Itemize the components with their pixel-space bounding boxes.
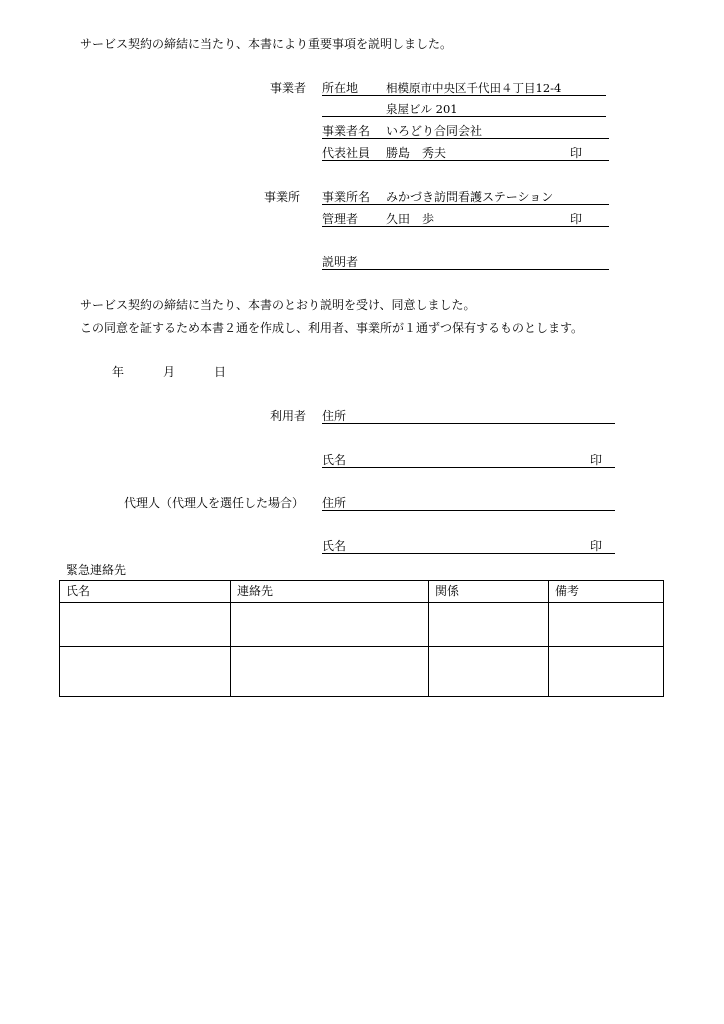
user-name-underline <box>322 467 615 468</box>
office-name: みかづき訪問看護ステーション <box>386 190 554 204</box>
cell-remarks[interactable] <box>549 603 664 647</box>
table-header-row <box>60 581 664 603</box>
office-underline <box>322 204 609 205</box>
emergency-title: 緊急連絡先 <box>66 563 127 577</box>
user-address-label: 住所 <box>322 409 347 423</box>
column-header-contact: 連絡先 <box>231 581 429 603</box>
address-underline-1 <box>322 95 606 96</box>
cell-name[interactable] <box>60 647 231 697</box>
consent-line-1: サービス契約の締結に当たり、本書のとおり説明を受け、同意しました。 <box>80 298 476 312</box>
user-address-underline <box>322 423 615 424</box>
agent-address-label: 住所 <box>322 496 347 510</box>
manager-underline <box>322 226 609 227</box>
column-header-relationship: 関係 <box>429 581 549 603</box>
date-day: 日 <box>214 365 227 379</box>
manager-name: 久田 歩 <box>386 212 435 226</box>
table-row <box>60 647 664 697</box>
company-label: 事業者名 <box>322 124 371 138</box>
consent-line-2: この同意を証するため本書２通を作成し、利用者、事業所が１通ずつ保有するものとします。 <box>80 321 584 335</box>
address-line1: 相模原市中央区千代田４丁目12-4 <box>386 81 562 95</box>
address-line2: 泉屋ビル 201 <box>386 102 458 116</box>
emergency-contacts-table <box>59 580 664 697</box>
explainer-underline <box>322 269 609 270</box>
column-header-name: 氏名 <box>60 581 231 603</box>
representative-seal: 印 <box>570 146 583 160</box>
office-heading: 事業所 <box>264 190 301 204</box>
date-month: 月 <box>163 365 176 379</box>
agent-seal: 印 <box>590 539 603 553</box>
table-row <box>60 603 664 647</box>
agent-heading: 代理人（代理人を選任した場合） <box>124 496 305 510</box>
explanation-statement: サービス契約の締結に当たり、本書により重要事項を説明しました。 <box>80 37 453 51</box>
company-underline <box>322 138 609 139</box>
manager-seal: 印 <box>570 212 583 226</box>
address-underline-2 <box>322 116 606 117</box>
date-year: 年 <box>112 365 125 379</box>
agent-name-label: 氏名 <box>322 539 347 553</box>
agent-name-underline <box>322 553 615 554</box>
business-operator-heading: 事業者 <box>270 81 307 95</box>
cell-contact[interactable] <box>231 647 429 697</box>
explainer-label: 説明者 <box>322 255 359 269</box>
cell-relationship[interactable] <box>429 603 549 647</box>
user-heading: 利用者 <box>270 409 307 423</box>
agent-address-underline <box>322 510 615 511</box>
representative-underline <box>322 160 609 161</box>
address-label: 所在地 <box>322 81 359 95</box>
user-name-label: 氏名 <box>322 453 347 467</box>
cell-name[interactable] <box>60 603 231 647</box>
cell-remarks[interactable] <box>549 647 664 697</box>
representative-name: 勝島 秀夫 <box>386 146 447 160</box>
manager-label: 管理者 <box>322 212 359 226</box>
company-name: いろどり合同会社 <box>386 124 483 138</box>
representative-label: 代表社員 <box>322 146 371 160</box>
office-label: 事業所名 <box>322 190 371 204</box>
cell-relationship[interactable] <box>429 647 549 697</box>
cell-contact[interactable] <box>231 603 429 647</box>
column-header-remarks: 備考 <box>549 581 664 603</box>
user-seal: 印 <box>590 453 603 467</box>
